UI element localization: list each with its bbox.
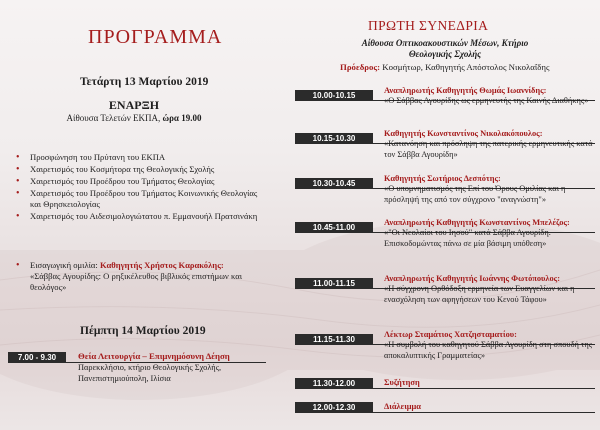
intro-label: Εισαγωγική ομιλία: [30,260,100,270]
session-title: ΠΡΩΤΗ ΣΥΝΕΔΡΙΑ [368,18,489,33]
greeting-item: • Χαιρετισμός του Προέδρου του Τμήματος Κοινωνικής Θεολογίας και Θρησκειολογίας [16,188,258,209]
intro-talk [16,260,278,293]
opening-time: ώρα 19.00 [162,113,202,123]
session-time-badge: 11.15-11.30 [295,334,373,345]
greeting-item: • Χαιρετισμός του Προέδρου του Τμήματος Θεολογίας [16,176,215,187]
greeting-item: • Χαιρετισμός του Κοσμήτορα της Θεολογικής Σχολής [16,164,215,175]
session-entry: Αναπληρωτής Καθηγητής Κωνσταντίνος Μπελέζος: «"Οι Νεολαίοι του Ιησού" κατά Σάββα Αγουρίδη. Επισκοδομώντας πάνω σε μία βάσιμη υπόθεση» [384,218,570,248]
session-time-badge: 10.45-11.00 [295,222,373,233]
session-entry: Αναπληρωτής Καθηγητής Ιωάννης Φωτόπουλος: «Η σύγχρονη Ορθόδοξη ερμηνεία των Ευαγγελίων και η ενασχόληση των αφηγήσεων του Κενού Τάφου» [384,274,575,304]
day2-event-title: Θεία Λειτουργία – Επιμνημόσυνη Δέηση [78,351,230,361]
intro-speaker: Καθηγητής Χρήστος Καρακόλης: [99,260,224,270]
bullet-icon: • [16,152,20,163]
bullet-icon: • [16,176,20,187]
session-chair [340,62,590,72]
session-time-badge: 12.00-12.30 [295,402,373,413]
opening-title: ΕΝΑΡΞΗ [108,98,160,112]
bullet-icon: • [16,260,20,271]
session-time-badge: 11.00-11.15 [295,278,373,289]
day2-event [78,351,274,384]
program-title: ΠΡΟΓΡΑΜΜΑ [88,26,223,48]
session-time-badge: 10.30-10.45 [295,178,373,189]
greetings-list [16,152,264,223]
bullet-icon: • [16,188,20,199]
intro-talk-title: «Σάββας Αγουρίδης: Ο ρηξικέλευθος βιβλικός επιστήμων και θεολόγος» [30,271,243,292]
session-entry: Αναπληρωτής Καθηγητής Θωμάς Ιωαννίδης: «Ο Σάββας Αγουρίδης ως ερμηνευτής της Καινής Διαθήκης» [384,86,589,106]
bullet-icon: • [16,164,20,175]
chair-label: Πρόεδρος: [340,62,381,72]
day2-event-place: Παρεκκλήσιο, κτήριο Θεολογικής Σχολής, Πανεπιστημιούπολη, Ιλίσια [78,363,222,383]
session-entry: Λέκτωρ Σταμάτιος Χατζησταματίου: «Η συμβολή του καθηγητού Σάββα Αγουρίδη στη σπουδή της αποκαλυπτικής Γραμματείας» [384,330,593,360]
session-entry: Καθηγητής Σωτήριος Δεσπότης: «Ο υπομνηματισμός της Επί του Όρους Ομιλίας και η πρόσληψή της από τον σύγχρονο "αναγνώστη"» [384,174,566,204]
chair-name: Κοσμήτωρ, Καθηγητής Απόστολος Νικολαΐδης [382,62,550,72]
session-venue: Αίθουσα Οπτικοακουστικών Μέσων, Κτήριο Θεολογικής Σχολής [361,38,529,59]
opening-venue [0,113,268,123]
greeting-item: • Χαιρετισμός του Αιδεσιμολογιώτατου π. Εμμανουήλ Πρατσινάκη [16,211,258,222]
opening-venue-text: Αίθουσα Τελετών ΕΚΠΑ, [66,113,163,123]
session-entry: Καθηγητής Κωνσταντίνος Νικολακόπουλος: «Κατανόηση και πρόσληψη της πατερικής ερμηνευτικής κατά τον Σάββα Αγουρίδη» [384,129,593,159]
bullet-icon: • [16,211,20,222]
day1-date: Τετάρτη 13 Μαρτίου 2019 [80,76,209,88]
day2-date: Πέμπτη 14 Μαρτίου 2019 [80,325,206,337]
session-entry: Συζήτηση [384,378,420,387]
session-time-badge: 10.15-10.30 [295,133,373,144]
session-time-badge: 10.00-10.15 [295,90,373,101]
greeting-item: • Προσφώνηση του Πρύτανη του ΕΚΠΑ [16,152,166,163]
session-time-badge: 11.30-12.00 [295,378,373,389]
session-entry: Διάλειμμα [384,402,421,411]
day2-time-badge: 7.00 - 9.30 [8,352,66,363]
